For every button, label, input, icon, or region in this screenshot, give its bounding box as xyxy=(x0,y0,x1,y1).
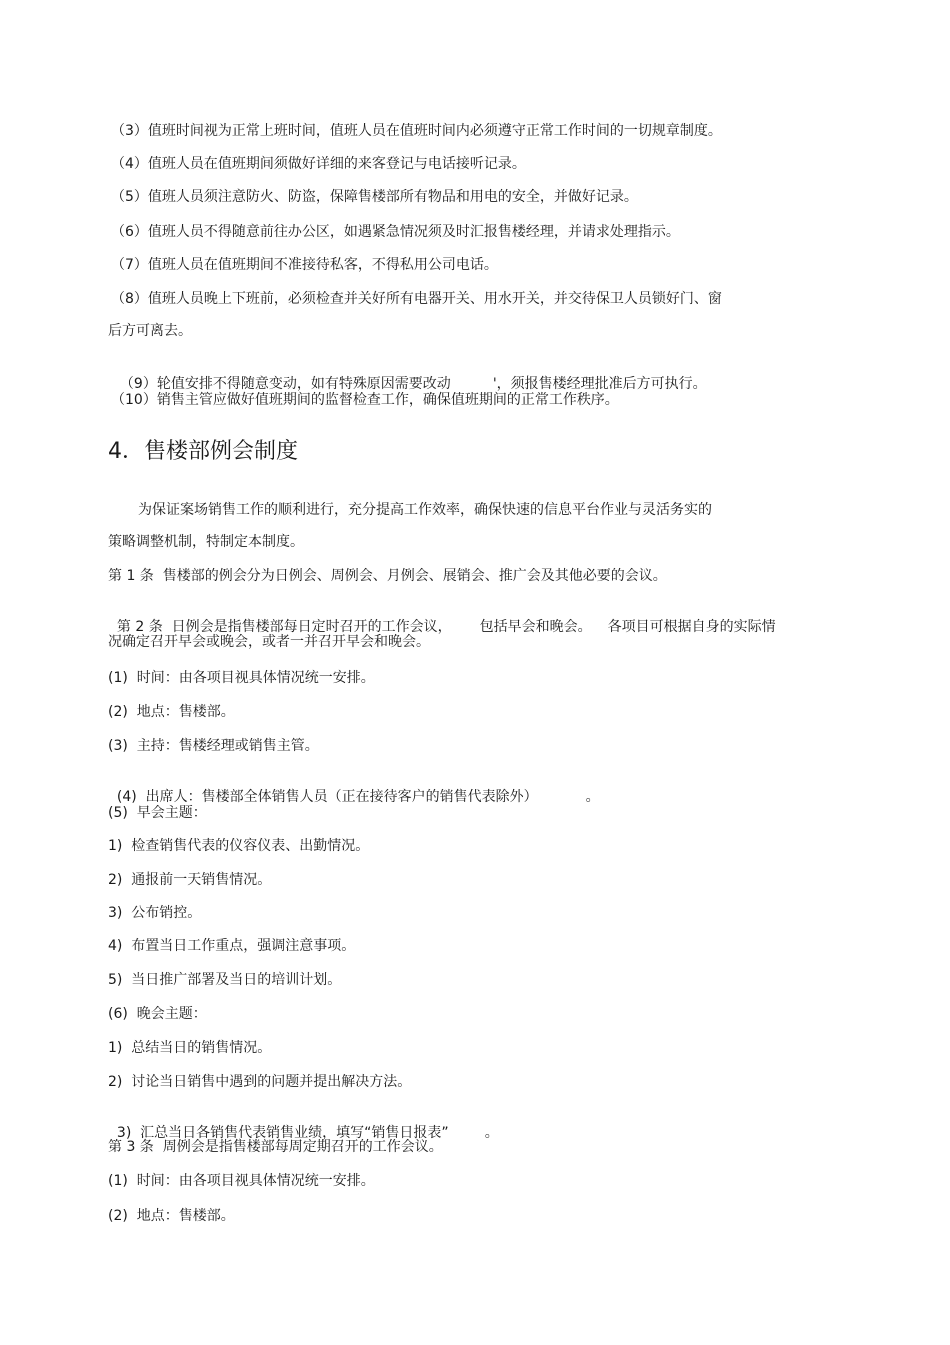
daily-item-attendees xyxy=(108,770,600,806)
morning-title: (5) 早会主题： xyxy=(108,805,207,821)
duty-rule-9-text: （9）轮值安排不得随意变动，如有特殊原因需要改动 xyxy=(119,376,451,392)
daily-item-host: (3) 主持：售楼经理或销售主管。 xyxy=(108,738,319,754)
duty-rule-8-cont: 后方可离去。 xyxy=(108,323,192,339)
intro-line-2: 策略调整机制，特制定本制度。 xyxy=(108,534,304,550)
evening-item-2: 2) 讨论当日销售中遇到的问题并提出解决方法。 xyxy=(108,1074,412,1090)
duty-rule-3: （3）值班时间视为正常上班时间，值班人员在值班时间内必须遵守正常工作时间的一切规章制度。 xyxy=(111,123,722,139)
morning-item-2: 2) 通报前一天销售情况。 xyxy=(108,872,272,888)
article-2-part3: 各项目可根据自身的实际情 xyxy=(607,619,776,635)
duty-rule-8: （8）值班人员晚上下班前，必须检查并关好所有电器开关、用水开关，并交待保卫人员锁好门、窗 xyxy=(111,291,722,307)
daily-item-time: (1) 时间：由各项目视具体情况统一安排。 xyxy=(108,670,375,686)
article-1: 第 1 条 售楼部的例会分为日例会、周例会、月例会、展销会、推广会及其他必要的会议。 xyxy=(108,568,667,584)
duty-rule-10: （10）销售主管应做好值班期间的监督检查工作，确保值班期间的正常工作秩序。 xyxy=(111,392,619,408)
weekly-item-place: (2) 地点：售楼部。 xyxy=(108,1208,235,1224)
article-2 xyxy=(108,600,776,636)
evening-item-3-end: 。 xyxy=(484,1125,499,1141)
duty-rule-9-tail: '，须报售楼经理批准后方可执行。 xyxy=(492,376,707,392)
duty-rule-7: （7）值班人员在值班期间不准接待私客，不得私用公司电话。 xyxy=(111,257,498,273)
article-2-cont: 况确定召开早会或晚会，或者一并召开早会和晚会。 xyxy=(108,634,430,650)
daily-item-place: (2) 地点：售楼部。 xyxy=(108,704,235,720)
article-2-part1: 第 2 条 日例会是指售楼部每日定时召开的工作会议， xyxy=(116,619,452,635)
duty-rule-5: （5）值班人员须注意防火、防盗，保障售楼部所有物品和用电的安全，并做好记录。 xyxy=(111,189,638,205)
article-3: 第 3 条 周例会是指售楼部每周定期召开的工作会议。 xyxy=(108,1139,443,1155)
evening-item-3 xyxy=(108,1106,499,1142)
duty-rule-9 xyxy=(111,357,707,393)
evening-item-3-text: 3) 汇总当日各销售代表销售业绩，填写“销售日报表” xyxy=(116,1125,449,1141)
attendees-text: (4) 出席人：售楼部全体销售人员（正在接待客户的销售代表除外） xyxy=(116,789,538,805)
section-title: 4．售楼部例会制度 xyxy=(108,439,298,464)
duty-rule-4: （4）值班人员在值班期间须做好详细的来客登记与电话接听记录。 xyxy=(111,156,526,172)
evening-title: (6) 晚会主题： xyxy=(108,1006,207,1022)
duty-rule-6: （6）值班人员不得随意前往办公区，如遇紧急情况须及时汇报售楼经理，并请求处理指示。 xyxy=(111,224,680,240)
article-2-part2: 包括早会和晚会。 xyxy=(479,619,592,635)
morning-item-5: 5) 当日推广部署及当日的培训计划。 xyxy=(108,972,342,988)
evening-item-1: 1) 总结当日的销售情况。 xyxy=(108,1040,272,1056)
morning-item-1: 1) 检查销售代表的仪容仪表、出勤情况。 xyxy=(108,838,370,854)
morning-item-4: 4) 布置当日工作重点，强调注意事项。 xyxy=(108,938,356,954)
attendees-end: 。 xyxy=(585,789,600,805)
morning-item-3: 3) 公布销控。 xyxy=(108,905,202,921)
weekly-item-time: (1) 时间：由各项目视具体情况统一安排。 xyxy=(108,1173,375,1189)
intro-line-1: 为保证案场销售工作的顺利进行，充分提高工作效率，确保快速的信息平台作业与灵活务实的 xyxy=(138,502,712,518)
